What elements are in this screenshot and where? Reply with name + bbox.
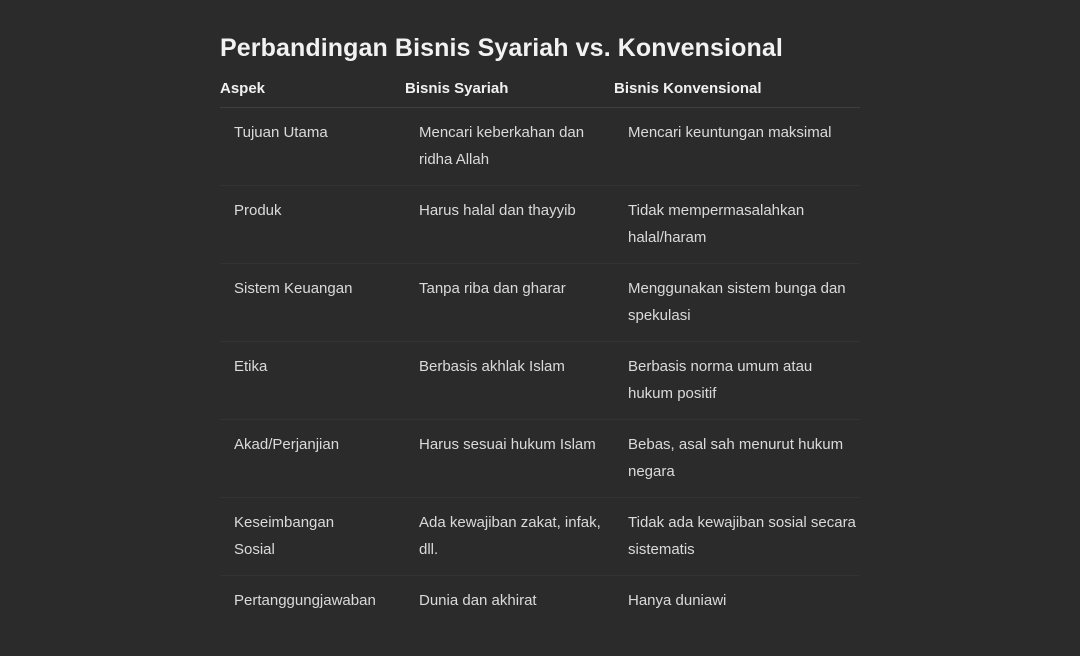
cell-text: Tidak mempermasalahkan halal/haram (628, 202, 805, 246)
cell-konvensional (614, 108, 860, 186)
cell-syariah (405, 420, 614, 498)
cell-text: Produk (234, 202, 282, 219)
cell-konvensional (614, 264, 860, 342)
cell-konvensional (614, 342, 860, 420)
cell-text: Dunia dan akhirat (419, 592, 537, 609)
column-header-syariah: Bisnis Syariah (405, 80, 614, 108)
cell-text: Berbasis akhlak Islam (419, 358, 565, 375)
cell-syariah (405, 186, 614, 264)
cell-konvensional (614, 576, 860, 627)
column-header-konvensional: Bisnis Konvensional (614, 80, 860, 108)
cell-text: Berbasis norma umum atau hukum positif (628, 358, 813, 402)
table-row (220, 264, 860, 342)
cell-aspek (220, 108, 405, 186)
column-header-aspek: Aspek (220, 80, 405, 108)
cell-syariah (405, 342, 614, 420)
cell-aspek (220, 264, 405, 342)
cell-aspek (220, 576, 405, 627)
table-row (220, 498, 860, 576)
cell-aspek (220, 420, 405, 498)
table-row (220, 576, 860, 627)
cell-aspek (220, 498, 405, 576)
cell-text: Hanya duniawi (628, 592, 727, 609)
cell-text: Tidak ada kewajiban sosial secara sistematis (628, 514, 856, 558)
cell-syariah (405, 576, 614, 627)
cell-text: Menggunakan sistem bunga dan spekulasi (628, 280, 846, 324)
comparison-table (220, 80, 860, 627)
cell-text: Mencari keberkahan dan ridha Allah (419, 124, 585, 168)
cell-text: Tanpa riba dan gharar (419, 280, 566, 297)
table-row (220, 342, 860, 420)
cell-aspek (220, 342, 405, 420)
cell-konvensional (614, 186, 860, 264)
cell-syariah (405, 264, 614, 342)
table-row (220, 186, 860, 264)
cell-text: Pertanggungjawaban (234, 592, 376, 609)
cell-text: Tujuan Utama (234, 124, 328, 141)
cell-syariah (405, 498, 614, 576)
cell-aspek (220, 186, 405, 264)
cell-text: Ada kewajiban zakat, infak, dll. (419, 514, 601, 558)
table-row (220, 108, 860, 186)
cell-konvensional (614, 420, 860, 498)
cell-text: Harus halal dan thayyib (419, 202, 576, 219)
table-header-row (220, 80, 860, 108)
cell-text: Bebas, asal sah menurut hukum negara (628, 436, 844, 480)
cell-text: Akad/Perjanjian (234, 436, 340, 453)
table-row (220, 420, 860, 498)
page-title: Perbandingan Bisnis Syariah vs. Konvensional (220, 34, 783, 62)
cell-syariah (405, 108, 614, 186)
cell-text: Etika (234, 358, 268, 375)
cell-text: Harus sesuai hukum Islam (419, 436, 596, 453)
comparison-section (220, 30, 860, 627)
cell-text: Mencari keuntungan maksimal (628, 124, 832, 141)
cell-konvensional (614, 498, 860, 576)
cell-text: Sistem Keuangan (234, 280, 353, 297)
cell-text: Keseimbangan Sosial (234, 514, 335, 558)
